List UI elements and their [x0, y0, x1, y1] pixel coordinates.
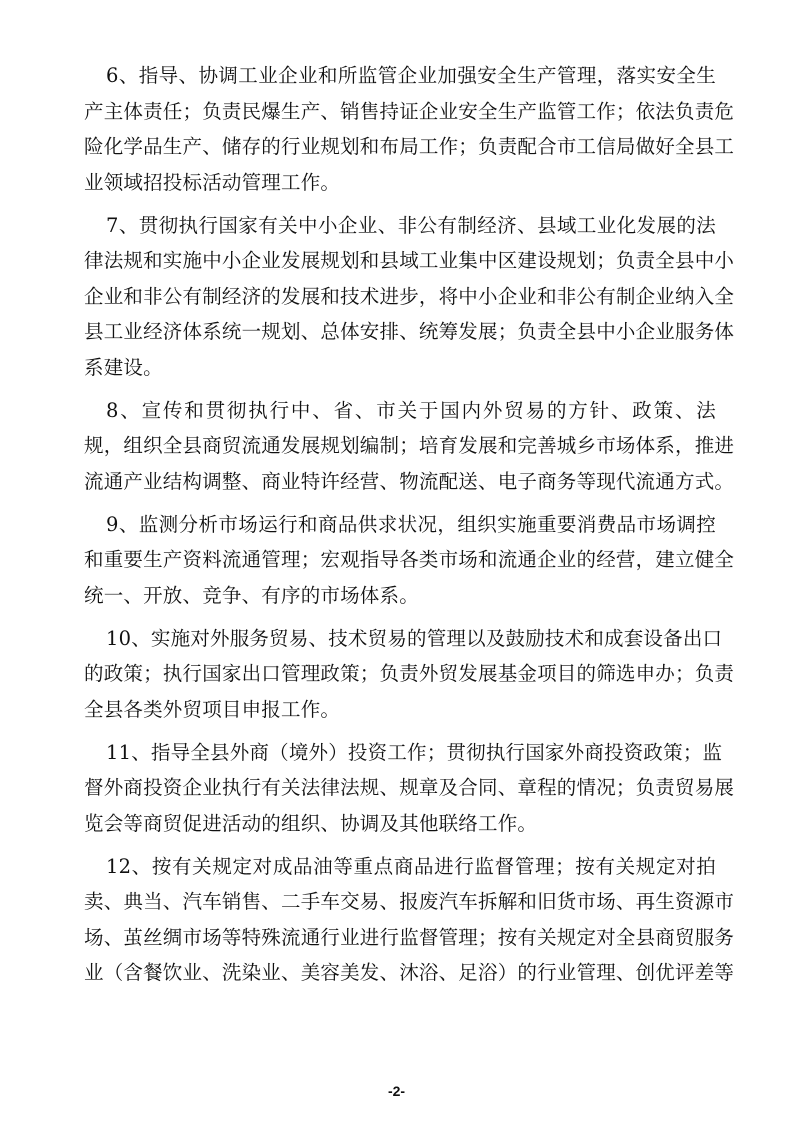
- paragraph-item-9: [84, 507, 735, 614]
- text-line: 6、指导、协调工业企业和所监管企业加强安全生产管理，落实安全生: [106, 64, 716, 87]
- text-line: 和重要生产资料流通管理；宏观指导各类市场和流通企业的经营，建立健全: [84, 548, 735, 571]
- paragraph-item-12: [84, 849, 735, 991]
- text-line: 业领域招投标活动管理工作。: [84, 170, 341, 194]
- text-line: 的政策；执行国家出口管理政策；负责外贸发展基金项目的筛选申办；负责: [84, 662, 735, 685]
- document-body: [84, 58, 735, 998]
- page-number: -2-: [387, 1083, 406, 1099]
- text-line: 7、贯彻执行国家有关中小企业、非公有制经济、县域工业化发展的法: [106, 213, 716, 237]
- text-line: 全县各类外贸项目申报工作。: [84, 697, 341, 721]
- text-line: 险化学品生产、储存的行业规划和布局工作；负责配合市工信局做好全县工: [84, 135, 735, 158]
- paragraph-item-10: [84, 621, 735, 728]
- text-line: 企业和非公有制经济的发展和技术进步，将中小企业和非公有制企业纳入全: [84, 284, 735, 308]
- text-line: 产主体责任；负责民爆生产、销售持证企业安全生产监管工作；依法负责危: [84, 99, 735, 123]
- text-line: 8、宣传和贯彻执行中、省、市关于国内外贸易的方针、政策、法: [106, 398, 716, 422]
- text-line: 统一、开放、竞争、有序的市场体系。: [84, 583, 419, 607]
- text-line: 卖、典当、汽车销售、二手车交易、报废汽车拆解和旧货市场、再生资源市: [84, 890, 735, 913]
- paragraph-item-8: [84, 393, 735, 500]
- text-line: 业（含餐饮业、洗染业、美容美发、沐浴、足浴）的行业管理、创优评差等: [84, 961, 735, 984]
- text-line: 场、茧丝绸市场等特殊流通行业进行监督管理；按有关规定对全县商贸服务: [84, 925, 735, 949]
- text-line: 12、按有关规定对成品油等重点商品进行监督管理；按有关规定对拍: [106, 854, 716, 878]
- text-line: 律法规和实施中小企业发展规划和县域工业集中区建设规划；负责全县中小: [84, 249, 735, 272]
- paragraph-item-11: [84, 735, 735, 842]
- paragraph-item-7: [84, 208, 735, 386]
- paragraph-item-6: [84, 58, 735, 200]
- text-line: 流通产业结构调整、商业特许经营、物流配送、电子商务等现代流通方式。: [84, 469, 735, 493]
- text-line: 览会等商贸促进活动的组织、协调及其他联络工作。: [84, 811, 538, 835]
- text-line: 县工业经济体系统一规划、总体安排、统筹发展；负责全县中小企业服务体: [84, 320, 735, 343]
- text-line: 系建设。: [84, 355, 163, 379]
- text-line: 10、实施对外服务贸易、技术贸易的管理以及鼓励技术和成套设备出口: [106, 626, 723, 650]
- text-line: 9、监测分析市场运行和商品供求状况，组织实施重要消费品市场调控: [106, 512, 716, 536]
- text-line: 规，组织全县商贸流通发展规划编制；培育发展和完善城乡市场体系，推进: [84, 434, 735, 457]
- text-line: 11、指导全县外商（境外）投资工作；贯彻执行国家外商投资政策；监: [106, 740, 723, 764]
- text-line: 督外商投资企业执行有关法律法规、规章及合同、章程的情况；负责贸易展: [84, 776, 735, 799]
